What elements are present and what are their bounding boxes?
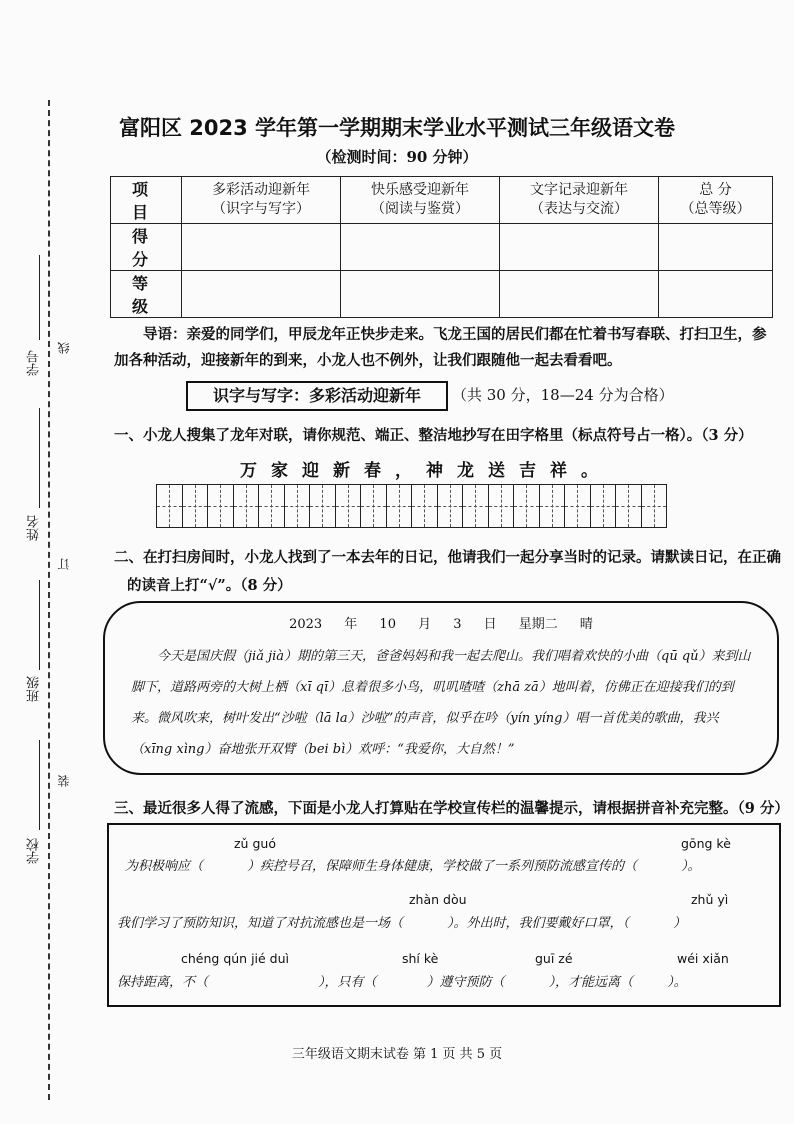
pinyin-hint: zhǔ yì (691, 892, 729, 907)
diary-text[interactable]: 今天是国庆假（jiǎ jià）期的第三天，爸爸妈妈和我一起去爬山。我们唱着欢快的小曲（qū qǔ）来到山脚下，道路两旁的大树上栖（xī qī）息着很多小鸟，叽叽喳喳（zhā zā）地叫着，仿佛正在迎接我们的到来。微风吹来，树叶发出“沙啦（lā la）沙啦”的声音，似乎在吟（yín yíng）唱一首优美的歌曲，我兴（xīng xìng）奋地张开双臂（bei bì）欢呼：“我爱你，大自然！” (131, 649, 751, 757)
tianzige-grid[interactable] (157, 484, 667, 528)
tianzige-cell[interactable] (564, 484, 591, 528)
exam-duration: （检测时间：90 分钟） (316, 148, 478, 166)
tianzige-cell[interactable] (539, 484, 566, 528)
tianzige-cell[interactable] (641, 484, 668, 528)
name-blank[interactable] (39, 408, 40, 508)
intro-paragraph: 导语：亲爱的同学们，甲辰龙年正快步走来。飞龙王国的居民们都在忙着书写春联、打扫卫生，参加各种活动，迎接新年的到来，小龙人也不例外，让我们跟随他一起去看看吧。 (114, 326, 767, 369)
margin-mark-ding: 订 (57, 558, 71, 570)
student-id-label: 学号 (27, 350, 42, 376)
tianzige-cell[interactable] (284, 484, 311, 528)
tianzige-cell[interactable] (156, 484, 183, 528)
row-label-score: 得 分 (111, 224, 182, 271)
notice-line-3: 保持距离，不（ ），只有（ ）遵守预防（ ），才能远离（ ）。 (117, 975, 687, 990)
school-blank[interactable] (39, 740, 40, 830)
tianzige-cell[interactable] (309, 484, 336, 528)
grade-cell[interactable] (340, 271, 499, 318)
question-1: 一、小龙人搜集了龙年对联，请你规范、端正、整洁地抄写在田字格里（标点符号占一格）。（3 分） (114, 427, 753, 444)
section-score-note: （共 30 分，18—24 分为合格） (452, 386, 674, 404)
tianzige-cell[interactable] (437, 484, 464, 528)
diary-date-header: 2023 年 10 月 3 日 星期二 晴 (289, 617, 593, 632)
tianzige-cell[interactable] (411, 484, 438, 528)
tianzige-cell[interactable] (182, 484, 209, 528)
tianzige-cell[interactable] (207, 484, 234, 528)
name-label: 姓名 (27, 515, 42, 541)
column-header: 快乐感受迎新年 （阅读与鉴赏） (340, 177, 499, 224)
tianzige-cell[interactable] (258, 484, 285, 528)
pinyin-hint: zhàn dòu (409, 892, 467, 907)
pinyin-hint: guī zé (535, 951, 573, 966)
couplet-text: 万家迎新春，神龙送吉祥。 (240, 461, 612, 481)
pinyin-hint: chéng qún jié duì (181, 951, 290, 966)
student-id-blank[interactable] (39, 255, 40, 340)
score-cell[interactable] (182, 224, 341, 271)
exam-title: 富阳区 2023 学年第一学期期末学业水平测试三年级语文卷 (118, 116, 676, 140)
diary-box (103, 601, 779, 775)
school-label: 学校 (27, 838, 42, 864)
tianzige-cell[interactable] (360, 484, 387, 528)
column-header: 总 分 （总等级） (658, 177, 772, 224)
notice-box (107, 823, 781, 1007)
question-3: 三、最近很多人得了流感，下面是小龙人打算贴在学校宣传栏的温馨提示，请根据拼音补充完整。（9 分） (114, 800, 789, 817)
section-title-box: 识字与写字：多彩活动迎新年 (186, 381, 448, 411)
tianzige-cell[interactable] (335, 484, 362, 528)
pinyin-hint: wéi xiǎn (677, 951, 729, 966)
margin-mark-xian: 线 (57, 342, 71, 354)
tianzige-cell[interactable] (233, 484, 260, 528)
pinyin-hint: shí kè (402, 951, 439, 966)
row-label-grade: 等 级 (111, 271, 182, 318)
class-blank[interactable] (39, 580, 40, 670)
score-cell[interactable] (658, 224, 772, 271)
binding-dashed-line (48, 100, 50, 1100)
tianzige-cell[interactable] (488, 484, 515, 528)
score-cell[interactable] (499, 224, 658, 271)
notice-line-2: 我们学习了预防知识，知道了对抗流感也是一场（ ）。外出时，我们要戴好口罩，（ ） (117, 916, 687, 931)
column-header: 多彩活动迎新年 （识字与写字） (182, 177, 341, 224)
grade-cell[interactable] (499, 271, 658, 318)
question-2-line1: 二、在打扫房间时，小龙人找到了一本去年的日记，他请我们一起分享当时的记录。请默读日记，在正确 (114, 549, 781, 566)
grade-cell[interactable] (658, 271, 772, 318)
class-label: 班级 (27, 676, 42, 702)
page-footer: 三年级语文期末试卷 第 1 页 共 5 页 (291, 1047, 503, 1062)
pinyin-hint: zǔ guó (234, 836, 276, 851)
tianzige-cell[interactable] (513, 484, 540, 528)
pinyin-hint: gōng kè (681, 836, 731, 851)
column-header: 文字记录迎新年 （表达与交流） (499, 177, 658, 224)
tianzige-cell[interactable] (462, 484, 489, 528)
tianzige-cell[interactable] (590, 484, 617, 528)
tianzige-cell[interactable] (386, 484, 413, 528)
margin-mark-zhuang: 装 (57, 775, 71, 787)
row-label-item: 项 目 (111, 177, 182, 224)
score-cell[interactable] (340, 224, 499, 271)
question-2-line2: 的读音上打“√”。（8 分） (127, 577, 292, 594)
score-table (110, 176, 773, 318)
notice-line-1: 为积极响应（ ）疾控号召，保障师生身体健康，学校做了一系列预防流感宣传的（ ）。 (125, 859, 701, 874)
tianzige-cell[interactable] (615, 484, 642, 528)
grade-cell[interactable] (182, 271, 341, 318)
